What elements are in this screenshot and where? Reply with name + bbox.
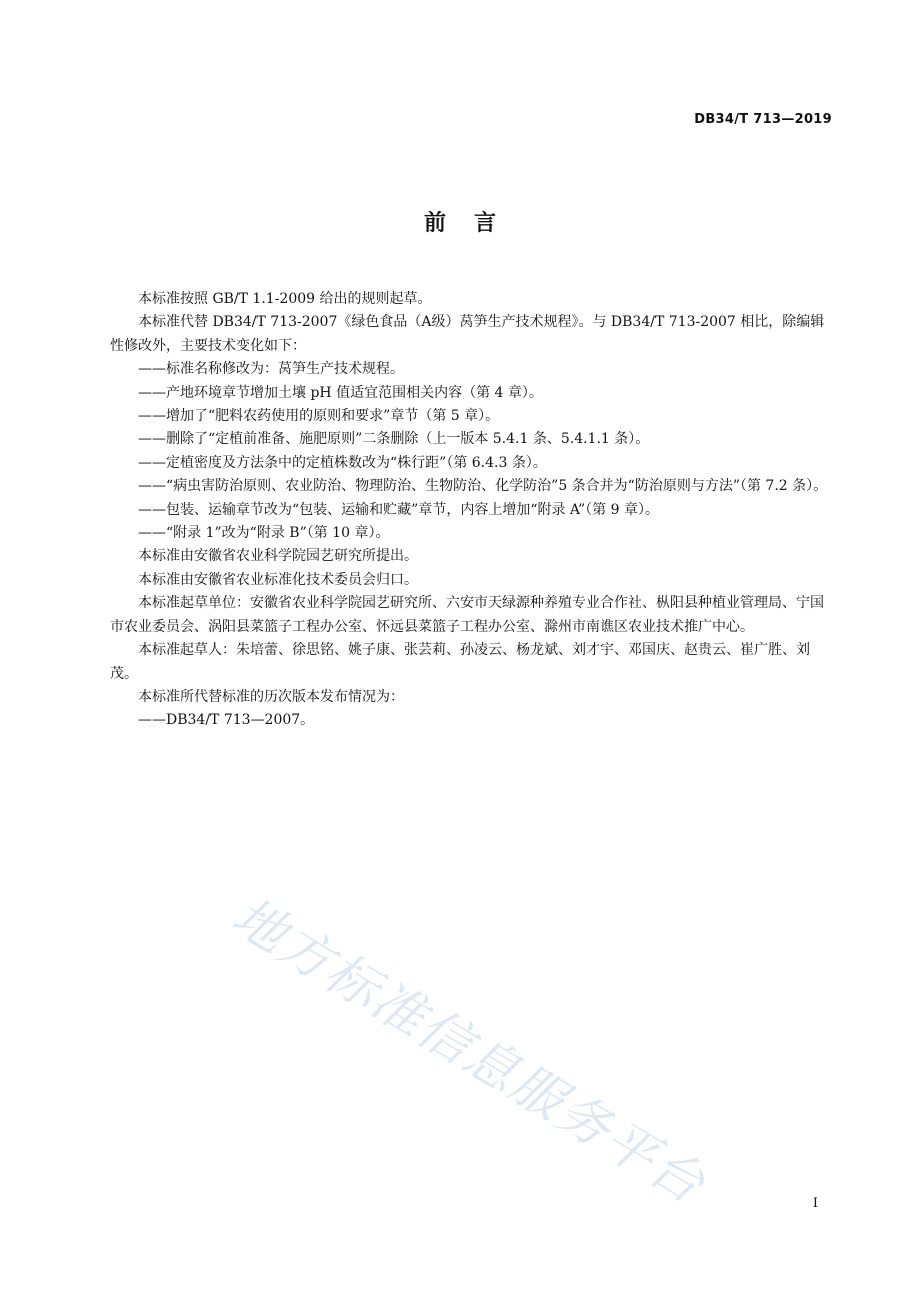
paragraph-drafting-units: 本标准起草单位：安徽省农业科学院园艺研究所、六安市天绿源种养殖专业合作社、枞阳县种植业管理局、宁国市农业委员会、涡阳县菜篮子工程办公室、怀远县菜篮子工程办公室、滁州市南谯区农业技术推广中心。 <box>110 595 824 635</box>
paragraph-replacement: 本标准代替 DB34/T 713-2007《绿色食品（A级）莴笋生产技术规程》。与 DB34/T 713-2007 相比，除编辑性修改外，主要技术变化如下： <box>110 314 825 354</box>
page-title: 前言 <box>423 211 524 236</box>
change-item-appendix: ——“附录 1”改为“附录 B”（第 10 章）。 <box>138 525 390 542</box>
paragraph-drafting-rules: 本标准按照 GB/T 1.1-2009 给出的规则起草。 <box>138 291 432 307</box>
document-code: DB34/T 713—2019 <box>694 112 832 127</box>
change-item-pest-control: ——“病虫害防治原则、农业防治、物理防治、生物防治、化学防治”5 条合并为“防治原则与方法”（第 7.2 条）。 <box>138 478 828 495</box>
change-item-environment: ——产地环境章节增加土壤 pH 值适宜范围相关内容（第 4 章）。 <box>138 384 543 401</box>
change-item-packaging: ——包装、运输章节改为“包装、运输和贮藏”章节，内容上增加“附录 A”（第 9 章）。 <box>138 501 659 518</box>
paragraph-drafters: 本标准起草人：朱培蕾、徐思铭、姚子康、张芸莉、孙凌云、杨龙斌、刘才宇、邓国庆、赵贵云、崔广胜、刘茂。 <box>110 642 810 682</box>
paragraph-proposer: 本标准由安徽省农业科学院园艺研究所提出。 <box>138 548 418 565</box>
change-item-name: ——标准名称修改为：莴笋生产技术规程。 <box>138 361 404 378</box>
history-item: ——DB34/T 713—2007。 <box>138 712 315 729</box>
watermark: 地方标准信息服务平台 <box>221 886 716 1217</box>
page-number: I <box>812 1196 818 1211</box>
change-item-fertilizer: ——增加了“肥料农药使用的原则和要求”章节（第 5 章）。 <box>138 408 500 425</box>
change-item-deletion: ——删除了“定植前准备、施肥原则”二条删除（上一版本 5.4.1 条、5.4.1.1 条）。 <box>138 431 650 448</box>
document-body <box>110 288 834 733</box>
change-item-density: ——定植密度及方法条中的定植株数改为“株行距”（第 6.4.3 条）。 <box>138 454 547 471</box>
paragraph-committee: 本标准由安徽省农业标准化技术委员会归口。 <box>138 571 418 588</box>
paragraph-history: 本标准所代替标准的历次版本发布情况为： <box>138 688 404 705</box>
